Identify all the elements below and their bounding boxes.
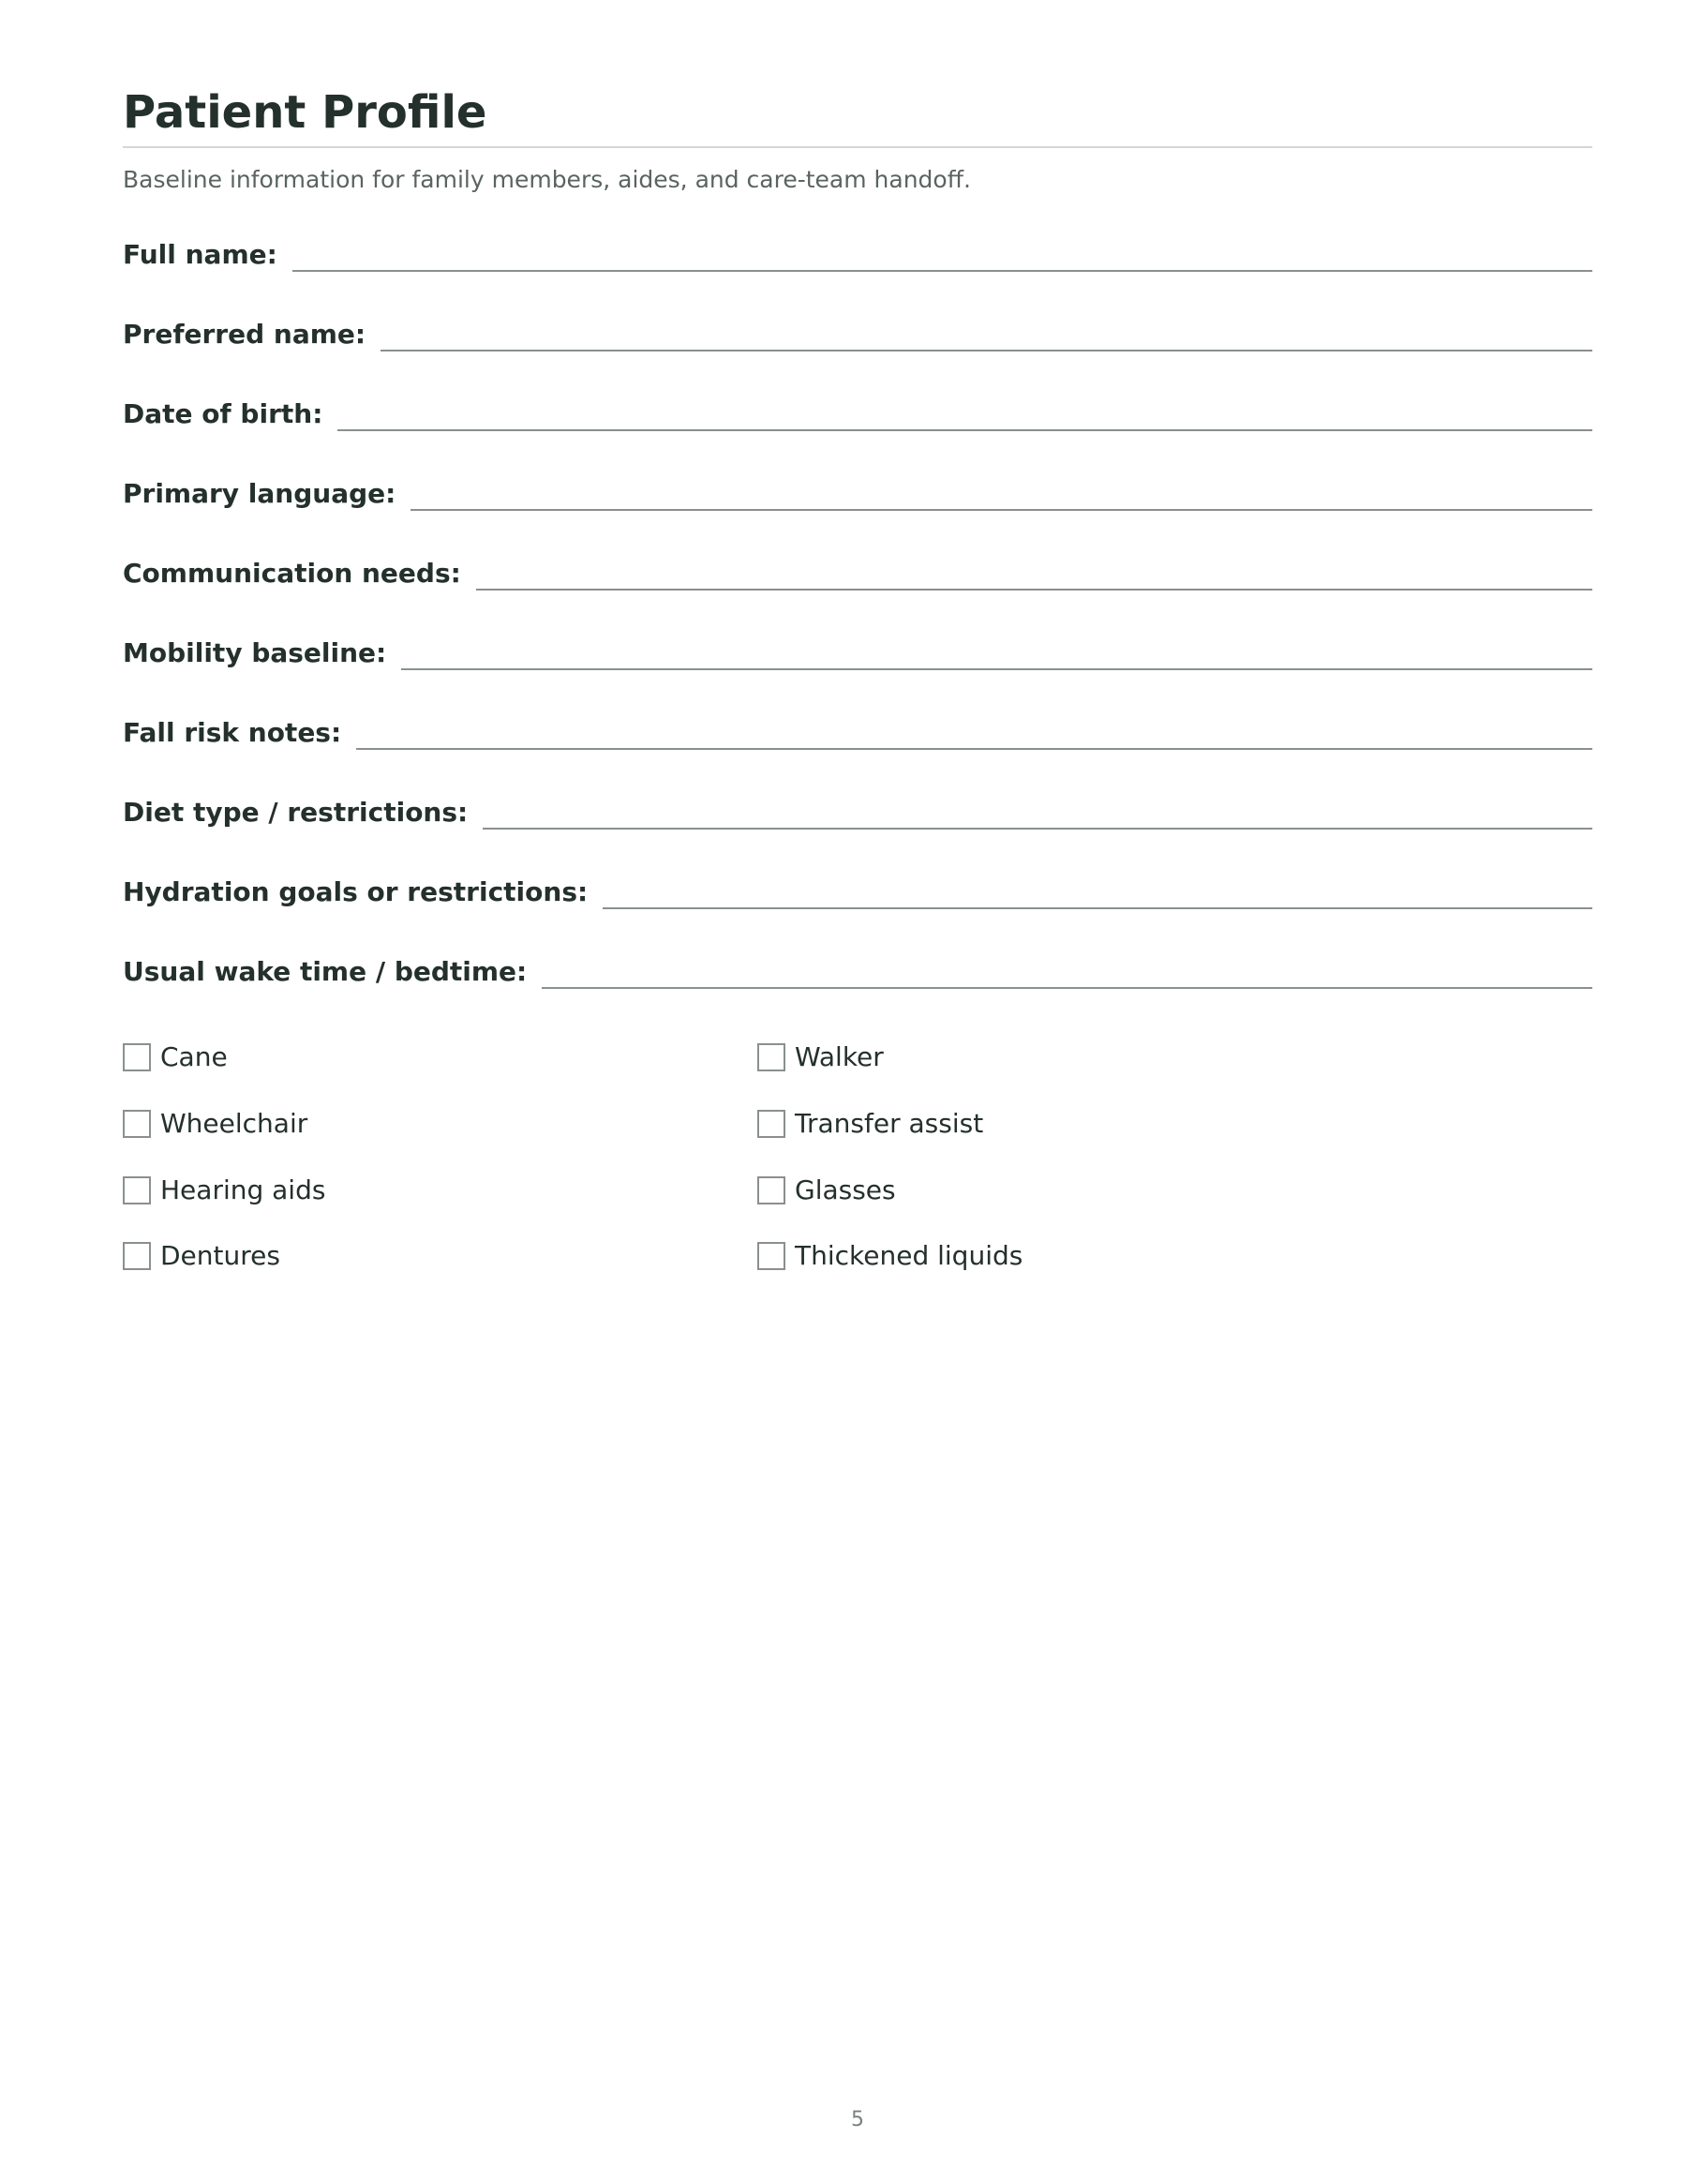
fall-risk-notes-field — [123, 707, 1592, 752]
hydration-goals-field — [123, 866, 1592, 911]
page-subtitle: Baseline information for family members, aides, and care-team handoff. — [123, 166, 971, 193]
mobility-baseline-field — [123, 627, 1592, 672]
wheelchair-checkbox[interactable] — [123, 1110, 151, 1138]
checkbox-item-glasses — [757, 1174, 896, 1207]
title-divider — [123, 146, 1592, 148]
mobility-baseline-label: Mobility baseline: — [123, 637, 387, 668]
diet-restrictions-label: Diet type / restrictions: — [123, 797, 469, 828]
communication-needs-input-line[interactable] — [476, 589, 1592, 591]
fall-risk-notes-input-line[interactable] — [356, 748, 1592, 750]
glasses-checkbox[interactable] — [757, 1176, 785, 1204]
thickened-liquids-checkbox-label: Thickened liquids — [795, 1240, 1023, 1271]
preferred-name-field — [123, 308, 1592, 353]
walker-checkbox-label: Walker — [795, 1041, 884, 1072]
wheelchair-checkbox-label: Wheelchair — [160, 1108, 308, 1139]
checkbox-item-transfer-assist — [757, 1107, 983, 1141]
communication-needs-field — [123, 547, 1592, 592]
diet-restrictions-input-line[interactable] — [483, 828, 1592, 830]
mobility-baseline-input-line[interactable] — [401, 668, 1592, 670]
wake-bedtime-field — [123, 946, 1592, 991]
hearing-aids-checkbox[interactable] — [123, 1176, 151, 1204]
cane-checkbox-label: Cane — [160, 1041, 228, 1072]
full-name-input-line[interactable] — [292, 270, 1592, 272]
checkbox-item-cane — [123, 1040, 228, 1074]
page-title: Patient Profile — [123, 86, 487, 139]
preferred-name-input-line[interactable] — [381, 350, 1592, 352]
date-of-birth-input-line[interactable] — [337, 429, 1592, 431]
patient-profile-page — [123, 0, 1592, 2184]
checkbox-item-wheelchair — [123, 1107, 307, 1141]
primary-language-field — [123, 468, 1592, 513]
cane-checkbox[interactable] — [123, 1043, 151, 1071]
diet-restrictions-field — [123, 786, 1592, 831]
walker-checkbox[interactable] — [757, 1043, 785, 1071]
primary-language-label: Primary language: — [123, 478, 396, 509]
dentures-checkbox-label: Dentures — [160, 1240, 280, 1271]
checkbox-item-thickened-liquids — [757, 1239, 1023, 1273]
wake-bedtime-input-line[interactable] — [542, 987, 1592, 989]
checkbox-item-dentures — [123, 1239, 280, 1273]
hearing-aids-checkbox-label: Hearing aids — [160, 1174, 326, 1205]
preferred-name-label: Preferred name: — [123, 319, 366, 350]
full-name-field — [123, 229, 1592, 274]
page-number: 5 — [851, 2108, 864, 2132]
primary-language-input-line[interactable] — [411, 509, 1592, 511]
date-of-birth-label: Date of birth: — [123, 398, 323, 429]
transfer-assist-checkbox[interactable] — [757, 1110, 785, 1138]
dentures-checkbox[interactable] — [123, 1242, 151, 1270]
fall-risk-notes-label: Fall risk notes: — [123, 717, 342, 748]
wake-bedtime-label: Usual wake time / bedtime: — [123, 956, 528, 987]
hydration-goals-input-line[interactable] — [603, 907, 1592, 909]
thickened-liquids-checkbox[interactable] — [757, 1242, 785, 1270]
hydration-goals-label: Hydration goals or restrictions: — [123, 876, 589, 907]
full-name-label: Full name: — [123, 239, 277, 270]
communication-needs-label: Communication needs: — [123, 558, 461, 589]
checkbox-item-hearing-aids — [123, 1174, 325, 1207]
checkbox-item-walker — [757, 1040, 884, 1074]
glasses-checkbox-label: Glasses — [795, 1174, 896, 1205]
transfer-assist-checkbox-label: Transfer assist — [795, 1108, 984, 1139]
date-of-birth-field — [123, 388, 1592, 433]
